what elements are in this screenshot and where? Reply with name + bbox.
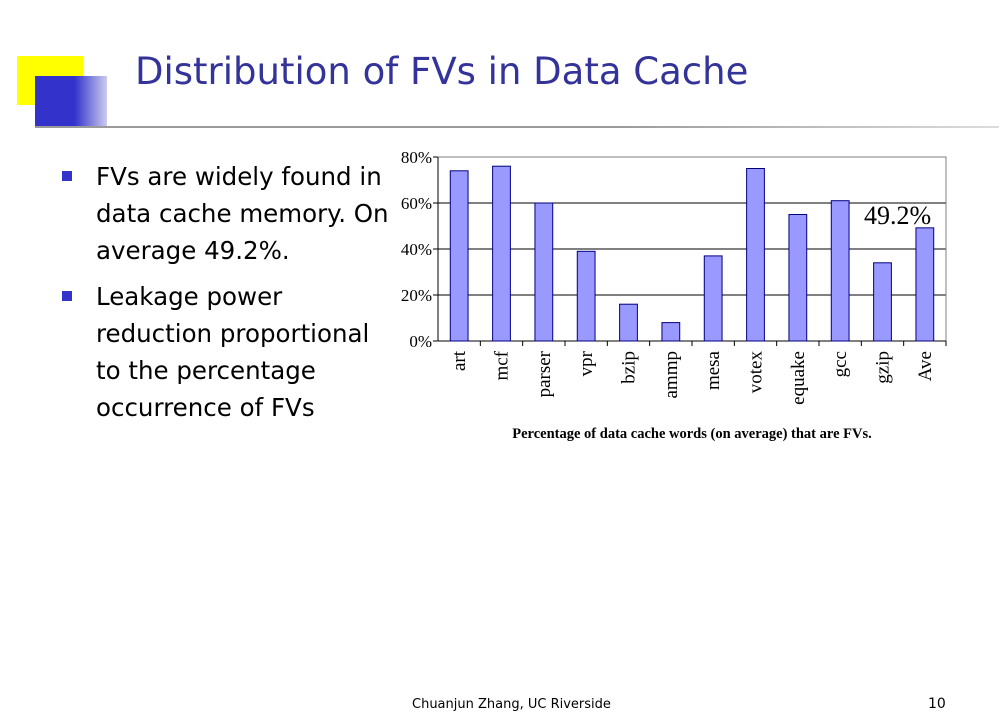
square-bullet-icon: [62, 291, 72, 301]
y-tick-label: 40%: [400, 240, 432, 259]
bullet-text: Leakage power reduction proportional to the percentage occurrence of FVs: [96, 282, 370, 422]
y-tick-label: 60%: [400, 194, 432, 213]
bar: [577, 251, 595, 341]
x-tick-label: gzip: [872, 351, 894, 384]
x-tick-label: gcc: [830, 351, 852, 378]
x-tick-label: mesa: [703, 351, 725, 391]
bullet-list: [60, 158, 400, 435]
bar: [450, 171, 468, 341]
chart-caption: Percentage of data cache words (on average) that are FVs.: [512, 426, 872, 442]
bar-chart: [380, 140, 960, 450]
bar: [874, 263, 892, 341]
x-tick-label: ammp: [660, 351, 682, 399]
bar: [747, 169, 765, 342]
y-tick-label: 20%: [400, 286, 432, 305]
bar: [704, 256, 722, 341]
footer-author: Chuanjun Zhang, UC Riverside: [412, 697, 611, 712]
bullet-item: [60, 158, 400, 269]
x-tick-label: vpr: [576, 351, 598, 377]
x-tick-label: art: [449, 351, 471, 372]
bar: [493, 166, 511, 341]
y-tick-label: 80%: [400, 148, 432, 167]
x-tick-label: Ave: [914, 351, 936, 382]
bullet-item: [60, 278, 400, 426]
bullet-text: FVs are widely found in data cache memory. On average 49.2%.: [96, 162, 389, 265]
bar: [916, 228, 934, 341]
x-tick-label: mcf: [491, 351, 513, 381]
bar: [535, 203, 553, 341]
y-tick-label: 0%: [409, 332, 432, 351]
x-tick-label: votex: [745, 351, 767, 394]
average-annotation: 49.2%: [864, 201, 932, 230]
slide-number: 10: [928, 696, 946, 712]
bar: [831, 201, 849, 341]
bar: [789, 215, 807, 342]
chart-svg: [380, 140, 960, 450]
title-divider: [35, 126, 999, 128]
bar: [662, 323, 680, 341]
decorative-blue-block: [35, 76, 107, 128]
x-tick-label: bzip: [618, 351, 640, 384]
x-tick-label: parser: [533, 351, 555, 398]
slide-title: Distribution of FVs in Data Cache: [135, 50, 749, 93]
square-bullet-icon: [62, 171, 72, 181]
x-tick-label: equake: [787, 351, 809, 405]
bar: [620, 304, 638, 341]
